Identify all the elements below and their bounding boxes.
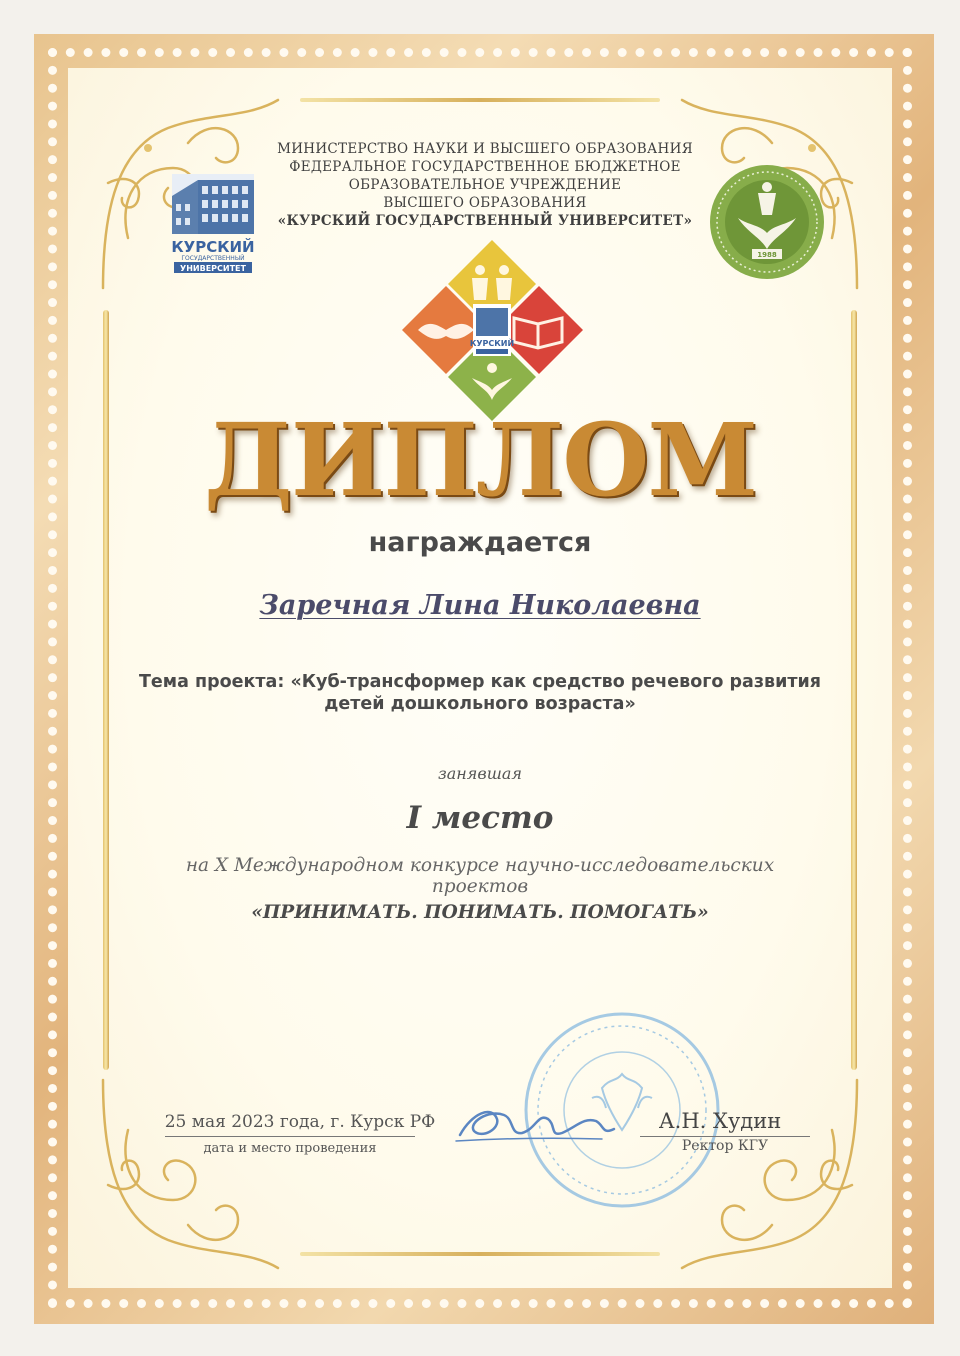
- place-label: I место: [406, 800, 554, 836]
- university-logo-left: [168, 166, 258, 276]
- corner-ornament-bottom-left: [88, 1070, 288, 1280]
- right-gold-rail: [851, 310, 857, 1070]
- emblem-year: 1988: [757, 251, 777, 259]
- event-date: 25 мая 2023 года, г. Курск РФ: [164, 1112, 436, 1132]
- top-gold-line: [300, 98, 660, 102]
- occupying-label: занявшая: [438, 764, 522, 783]
- contest-slogan: «ПРИНИМАТЬ. ПОНИМАТЬ. ПОМОГАТЬ»: [251, 902, 709, 923]
- project-theme: [120, 671, 840, 715]
- contest-line-2: проектов: [431, 876, 529, 897]
- header-line-2: ФЕДЕРАЛЬНОЕ ГОСУДАРСТВЕННОЕ БЮДЖЕТНОЕ: [289, 159, 681, 175]
- recipient-name-text: Заречная Лина Николаевна: [259, 590, 701, 621]
- contest-line-1: на X Международном конкурсе научно-исследовательских: [185, 855, 775, 876]
- recipient-name: [200, 590, 760, 621]
- project-theme-line-2: детей дошкольного возраста»: [324, 694, 636, 714]
- bottom-gold-line: [300, 1252, 660, 1256]
- header-line-3: ОБРАЗОВАТЕЛЬНОЕ УЧРЕЖДЕНИЕ: [348, 177, 622, 193]
- logo-left-bottom: УНИВЕРСИТЕТ: [180, 264, 246, 273]
- contest-description: [160, 855, 800, 897]
- header-university: «КУРСКИЙ ГОСУДАРСТВЕННЫЙ УНИВЕРСИТЕТ»: [277, 213, 693, 229]
- diamond-logo-text: КУРСКИЙ: [469, 339, 515, 348]
- rector-signature: [452, 1095, 622, 1155]
- rector-name: А.Н. Худин: [658, 1109, 782, 1133]
- awarded-label: награждается: [368, 527, 592, 558]
- header-line-1: МИНИСТЕРСТВО НАУКИ И ВЫСШЕГО ОБРАЗОВАНИЯ: [277, 141, 693, 157]
- header-text: [265, 140, 705, 230]
- diploma-title: ДИПЛОМ: [203, 401, 757, 519]
- date-underline: [165, 1136, 415, 1137]
- logo-left-sub: ГОСУДАРСТВЕННЫЙ: [181, 255, 245, 262]
- rector-title: Ректор КГУ: [681, 1138, 769, 1154]
- rector-underline: [640, 1136, 810, 1137]
- header-line-4: ВЫСШЕГО ОБРАЗОВАНИЯ: [383, 195, 587, 211]
- emblem-right: [708, 163, 826, 281]
- project-theme-line-1: Тема проекта: «Куб-трансформер как средство речевого развития: [139, 672, 821, 692]
- logo-left-name: КУРСКИЙ: [171, 238, 255, 256]
- diamond-logo: [400, 238, 585, 423]
- left-gold-rail: [103, 310, 109, 1070]
- event-date-caption: дата и место проведения: [203, 1141, 377, 1156]
